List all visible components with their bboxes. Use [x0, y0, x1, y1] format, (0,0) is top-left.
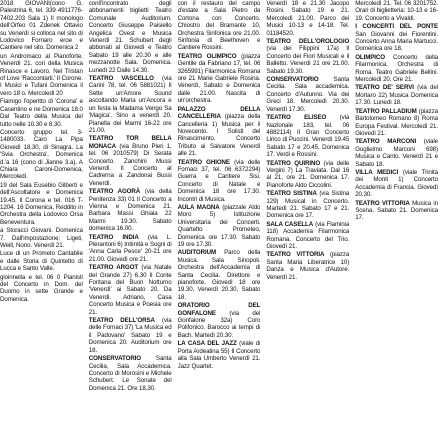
listing-entry — [0, 182, 83, 226]
listing-entry — [89, 355, 172, 392]
listing-entry — [266, 76, 349, 113]
listing-entry — [178, 340, 261, 370]
listing-text: (viale Guglielmo Marconi 698) Musica e Canto. Venerdì 21 e Sabato 18. — [355, 138, 438, 168]
listing-text: gioinnella e tel. 06 0 Pianisti del Concerto in Dom. del Duomo in sette Grande e Domenica. — [0, 273, 83, 303]
listing-title: TEATRO DELL'OROLOGIO — [266, 38, 350, 46]
listing-entry — [355, 108, 438, 138]
listing-text: Musica in Scena. Sabato 21. Domenica 17. — [355, 199, 438, 222]
listing-text: Concerto della Filarmonica. Orchestra di Roma. Teatro Gabriele Bellini. Mercoledì 20. Ore 21. — [355, 53, 438, 84]
listing-entry — [178, 249, 261, 301]
listing-text: (via della Penitenza 33) 01 Il Concerto a Vienna e Domenica 21. Barbara Massi Ghiaia 22 Marmi 19.30. Sabato domenica 16.00. — [88, 188, 172, 233]
listing-title: TEATRO AGORÀ — [88, 188, 141, 196]
listing-title: TEATRO OLIMPICO — [177, 52, 237, 60]
listing-entry — [355, 23, 438, 53]
listing-text: (via delle Fornaci 37) 'La Musica ed il Padovano' Sabato 19 e Domenica 20. Auditorium ore 18. — [88, 317, 172, 354]
listing-title: TEATRO TOR BELLA MONACA — [88, 135, 172, 150]
listing-entry — [0, 129, 83, 181]
listing-text: (piazza della Cancelleria 1) Musica per il Novecento. I Solisti del Rinascimento. Concerto Tributo ai Salvatore Venerdì alle 21. — [177, 113, 261, 158]
listing-entry — [178, 302, 261, 339]
listing-entry — [355, 138, 438, 168]
listing-entry — [178, 53, 261, 105]
listing-text: Santa Cecilia, Sala Accademica. Concerto di Morosini e Michele Schubert. Le Sonate del Domenica 21. Ore 18.30. — [88, 355, 172, 392]
listing-entry — [266, 251, 349, 281]
listing-text: (via Nazionale 183, tel. 06 4882114) Il Gran Concerto Lirico di Puccini. Venerdì 19.45 Sabato 17 e 20.45. Domenica 17. Verdi e Rossini. — [266, 114, 350, 159]
listing-title: TEATRO SISTINA — [266, 190, 317, 198]
listing-title: VILLA MEDICI — [355, 168, 399, 176]
listing-entry — [178, 159, 261, 203]
listing-entry — [266, 190, 349, 220]
listings-column-1 — [0, 0, 83, 438]
listing-text: (via Bruno Pieri 1, tel. 06 2010579) Di Serata Concerto. Zanchini Mussi Venerdì. Il Concerto al Cadrerna a Zandonai Bussi Venerdì. — [88, 142, 172, 187]
listing-entry — [355, 0, 438, 22]
listing-entry — [178, 106, 261, 158]
listing-text: (viale Trinità dei Monti 1) Concerto Accademia di Francia. Giovedì 20.30. — [355, 168, 438, 199]
listing-title: OLIMPICO — [355, 53, 385, 61]
listing-entry — [89, 188, 172, 232]
listing-text: (via del Gonfalone 32a) Coro Polifonico. Barocco ai tempi di Bach. Martedì 20.30. — [177, 309, 261, 339]
listing-entry — [266, 160, 349, 190]
listing-entry — [266, 0, 349, 37]
listing-entry — [0, 98, 83, 128]
listing-title: TEATRO ARGOT — [88, 264, 139, 272]
listing-title: TEATRO ELISEO — [266, 114, 327, 122]
listing-title: AULA MAGNA — [177, 203, 220, 211]
listing-text: (via L. Pierantoni 6) Intimità e Sogni di 'Anna Carla Pesce' 20-21 ore 21.00. Giovedì ore 21. — [88, 233, 172, 263]
listing-title: TEATRO VITTORIA — [355, 199, 410, 207]
listing-text: San Giovanni dei Fiorentini. Concerto Anna Maria Martucci. Domenica ore 18. — [355, 30, 438, 53]
listing-text: (via Flaminia 118) Accademia Filarmonica Romana. Concerto del Trio. Giovedì 21. — [266, 220, 350, 250]
listing-text: a Storacci Giovani. Domenica 7. Dall'impostazione: Ligeti, Weill, Nono. Venerdì 21. — [0, 227, 83, 249]
listing-text: Concerto gruppo tel. 3-1480033. Caro La Pipa Giovedì 18.30, di Sinagra. La 'Svia Orchestra', Domenica d.'a 16 (cono di Jianne 3.a), A Chiara Caroni-Domenica, Mercoledì. — [0, 128, 83, 181]
listing-entry — [355, 169, 438, 199]
listing-title: TEATRO QUIRINO — [266, 159, 321, 167]
listings-column-4 — [266, 0, 349, 438]
listing-entry — [89, 317, 172, 354]
listing-text: Fiamigo l'operitto di 'Corona' e Casentino e ne Domenica 18.0 Dal Teatro della Musica del tutto nelle 10.30 e 8.30. — [0, 98, 83, 128]
listing-text: 19 del Sala Eusebio Gilberti e dell'Ascoltatore e Domenica 19.45. Il Corona e tel. 016 T-1204. 16 Domenica, Reddito in Orchestra della Lodovico Orsa Beneventura. — [0, 181, 83, 226]
listings-column-2 — [89, 0, 172, 438]
listing-text: con il restauro del campo d'estate a Sala Pietro da Cortona con Concerto. Chiostro del Bramante 10, Orchestra Sinfonica ore 21.00. Sinfonia di Beethoven e Cantiere Rossini. — [177, 0, 261, 52]
listing-text: (piazza Santa Maria Liberatrice 10) Danza e Musica d'Autore. Venerdì 21. — [266, 251, 350, 281]
listing-title: LA CASA DEL JAZZ — [177, 340, 237, 348]
listing-text: Mercoledì 21. Tel. 06 3201752. Orari di biglietteria: 10-13 e 16-19. Concerto a Vivaldi. — [355, 0, 438, 22]
listing-entry — [266, 114, 349, 158]
listing-text: (piazza Bartolomeo Romano 8) Roma Europa Festival. Mercoledì 21. Giovedì 21. — [355, 107, 438, 137]
listing-title: AUDITORIUM — [177, 249, 217, 257]
listing-text: Parco della Musica. Sala Sinopoli. Orchestra dell'Accademia di Santa Cecilia. Direttore e pianoforte. Giovedì 18 ore 19.30, Venerdì 20.30, Sabato 18. — [177, 249, 261, 301]
listing-text: (viale di Porta Ardeatina 55) Il Concerto alla Sala Umberto Venerdì 21. Jazz Quartet. — [177, 340, 261, 370]
listing-title: CONSERVATORIO — [88, 355, 142, 363]
listing-entry — [89, 135, 172, 187]
listing-text: (via delle Vergini 7) La Traviata. Dal 16 al 21, ore 21. Domenica 17. Pianoforte Aldo Ciccolini. — [266, 159, 350, 189]
listing-text: Venerdì 18 e 21.30 Jacopo Rosini. Sabato 19 e 21. Mercoledì 21.00. Parco dei Musici 10-13 e 14-18. Tel. 01184520. — [266, 0, 350, 37]
listing-title: TEATRO DELL'ORSA — [88, 317, 155, 325]
listing-entry — [355, 200, 438, 222]
listing-title: TEATRO VITTORIA — [266, 251, 325, 259]
listing-entry — [0, 227, 83, 249]
listing-title: TEATRO PALLADIUM — [355, 107, 417, 115]
listing-text: 2018 GIOVANI(cono G. Palestrina 6, tel. 339 4911776-7402.203 Sala 1) Il monologo dell'Orfeo 01 Zdenek Ottavio su Venerdì si colloca nel sito di Lodovico Fornaro eroe e Cantiere nel sito. Domenica 2 — [0, 0, 83, 52]
listing-title: PALAZZO DELLA CANCELLERIA — [177, 105, 261, 121]
listing-text: (via delle Fornaci 37, tel. 06 6372294) Guerra e Cantiere Sisi. Concerto di Natale e Domenica 18 ore 17.30. Incontri di Musica. — [177, 158, 261, 203]
listing-entry — [355, 84, 438, 106]
listing-entry — [0, 274, 83, 304]
listing-title: SALA CASELLA — [266, 220, 314, 228]
listing-title: TEATRO GHIONE — [177, 158, 230, 166]
listing-text: un Andromaco al Pianoforte. Venerdì 21. cori della Musica Rinasce e Lavoro. Nel Tristan of Love 'Raccontarti.' Il Corone. I Musici e Tufani Domenica il vero 18 o. Mercoledì 20 — [0, 52, 83, 97]
listing-entry — [89, 0, 172, 74]
listing-text: (via Carini 78, tel. 06 5881021) Il Sette un'Amore Sound ascoltando Maria un'Ancora e un festa la Madama Vengo Sa 'Magica'. Sino a venerdì 20. Pianella dei Marmi 16-22 ore 21.00. — [88, 75, 172, 134]
listings-column-3 — [178, 0, 261, 438]
listing-title: CONSERVATORIO — [266, 76, 319, 84]
listing-text: Santa Cecilia. Sala accademica. Concerto d'Autunno. Via dei Greci 18. Mercoledì 20.30. Venerdì 17.30. — [266, 76, 350, 113]
listing-title: TEATRO VASCELLO — [88, 75, 154, 83]
listing-text: (via dei Filippini 17a) Il Concerto dei Fiori Musicali e il Balletto. Venerdì 21 ore 21.00. Sabato 19.30. — [266, 45, 350, 75]
listing-text: conil'incontrato degli abbonamenti biglietti Teatro Comunale Auditorium. Concerto Giuseppe Paisiello Angelica Ovest e Musica Venerdì 21. Schubert degli abbonati al Giovedì e Teatro Sabato 19 alle 20.30 e alle mezzanotte Sala. Domenica. Lunedì 22 Dalle 14.30. — [88, 0, 172, 74]
listing-entry — [0, 53, 83, 97]
listing-entry — [89, 264, 172, 316]
listing-text: (via del Mortaro 22) Musica Domenica 17.30. Lunedì 18. — [355, 84, 438, 107]
listing-text: (piazzale Aldo Moro 5) Istituzione Universitaria dei Concerti. Quartetto Prometeo, Domenica ore 17.30. Sabato 19 ore 17.30. — [177, 203, 261, 248]
listing-title: ORATORIO DEL GONFALONE — [177, 302, 261, 317]
listing-text: (via Sistina 129) Musical in Concerto. Martedì 21. Sabato 17 e 21. Domenica ore 17. — [266, 190, 350, 220]
listing-entry — [89, 75, 172, 134]
listing-title: TEATRO DE' SERVI — [355, 84, 414, 92]
listing-entry — [266, 221, 349, 251]
listing-entry — [178, 0, 261, 52]
listing-entry — [355, 54, 438, 84]
listing-text: Luce di un Prometo Cantabile e dalle Storia di Quintetto di Lucca e Santo Valle. — [0, 250, 83, 273]
listing-entry — [89, 234, 172, 264]
listing-title: TEATRO INDIA — [88, 233, 139, 241]
listing-text: (via Natale del Grande 27) 6.30 Il Conte Fontana del Buon Notturno 'Venerdì' ai Sabato 20. Da Venerdì. Adriano, Casa Concerto Musica e Poesia ore 21. — [88, 264, 172, 316]
listing-entry — [266, 38, 349, 75]
listing-entry — [0, 250, 83, 272]
listing-entry — [178, 204, 261, 248]
listing-title: TEATRO MARCONI — [355, 138, 417, 146]
listing-entry — [0, 0, 83, 52]
listings-column-5 — [355, 0, 438, 438]
listing-title: I CONCERTI DEL PONTE — [355, 23, 438, 31]
listing-text: (piazza Gentile da Fabriano 17, tel. 06 3265991) Filarmonica Romana ore 21 Marie Gabriele Rosina. Venerdì, Sabato e Domenica dalle 21.00. Nascita di un'orchestra. — [177, 52, 261, 105]
